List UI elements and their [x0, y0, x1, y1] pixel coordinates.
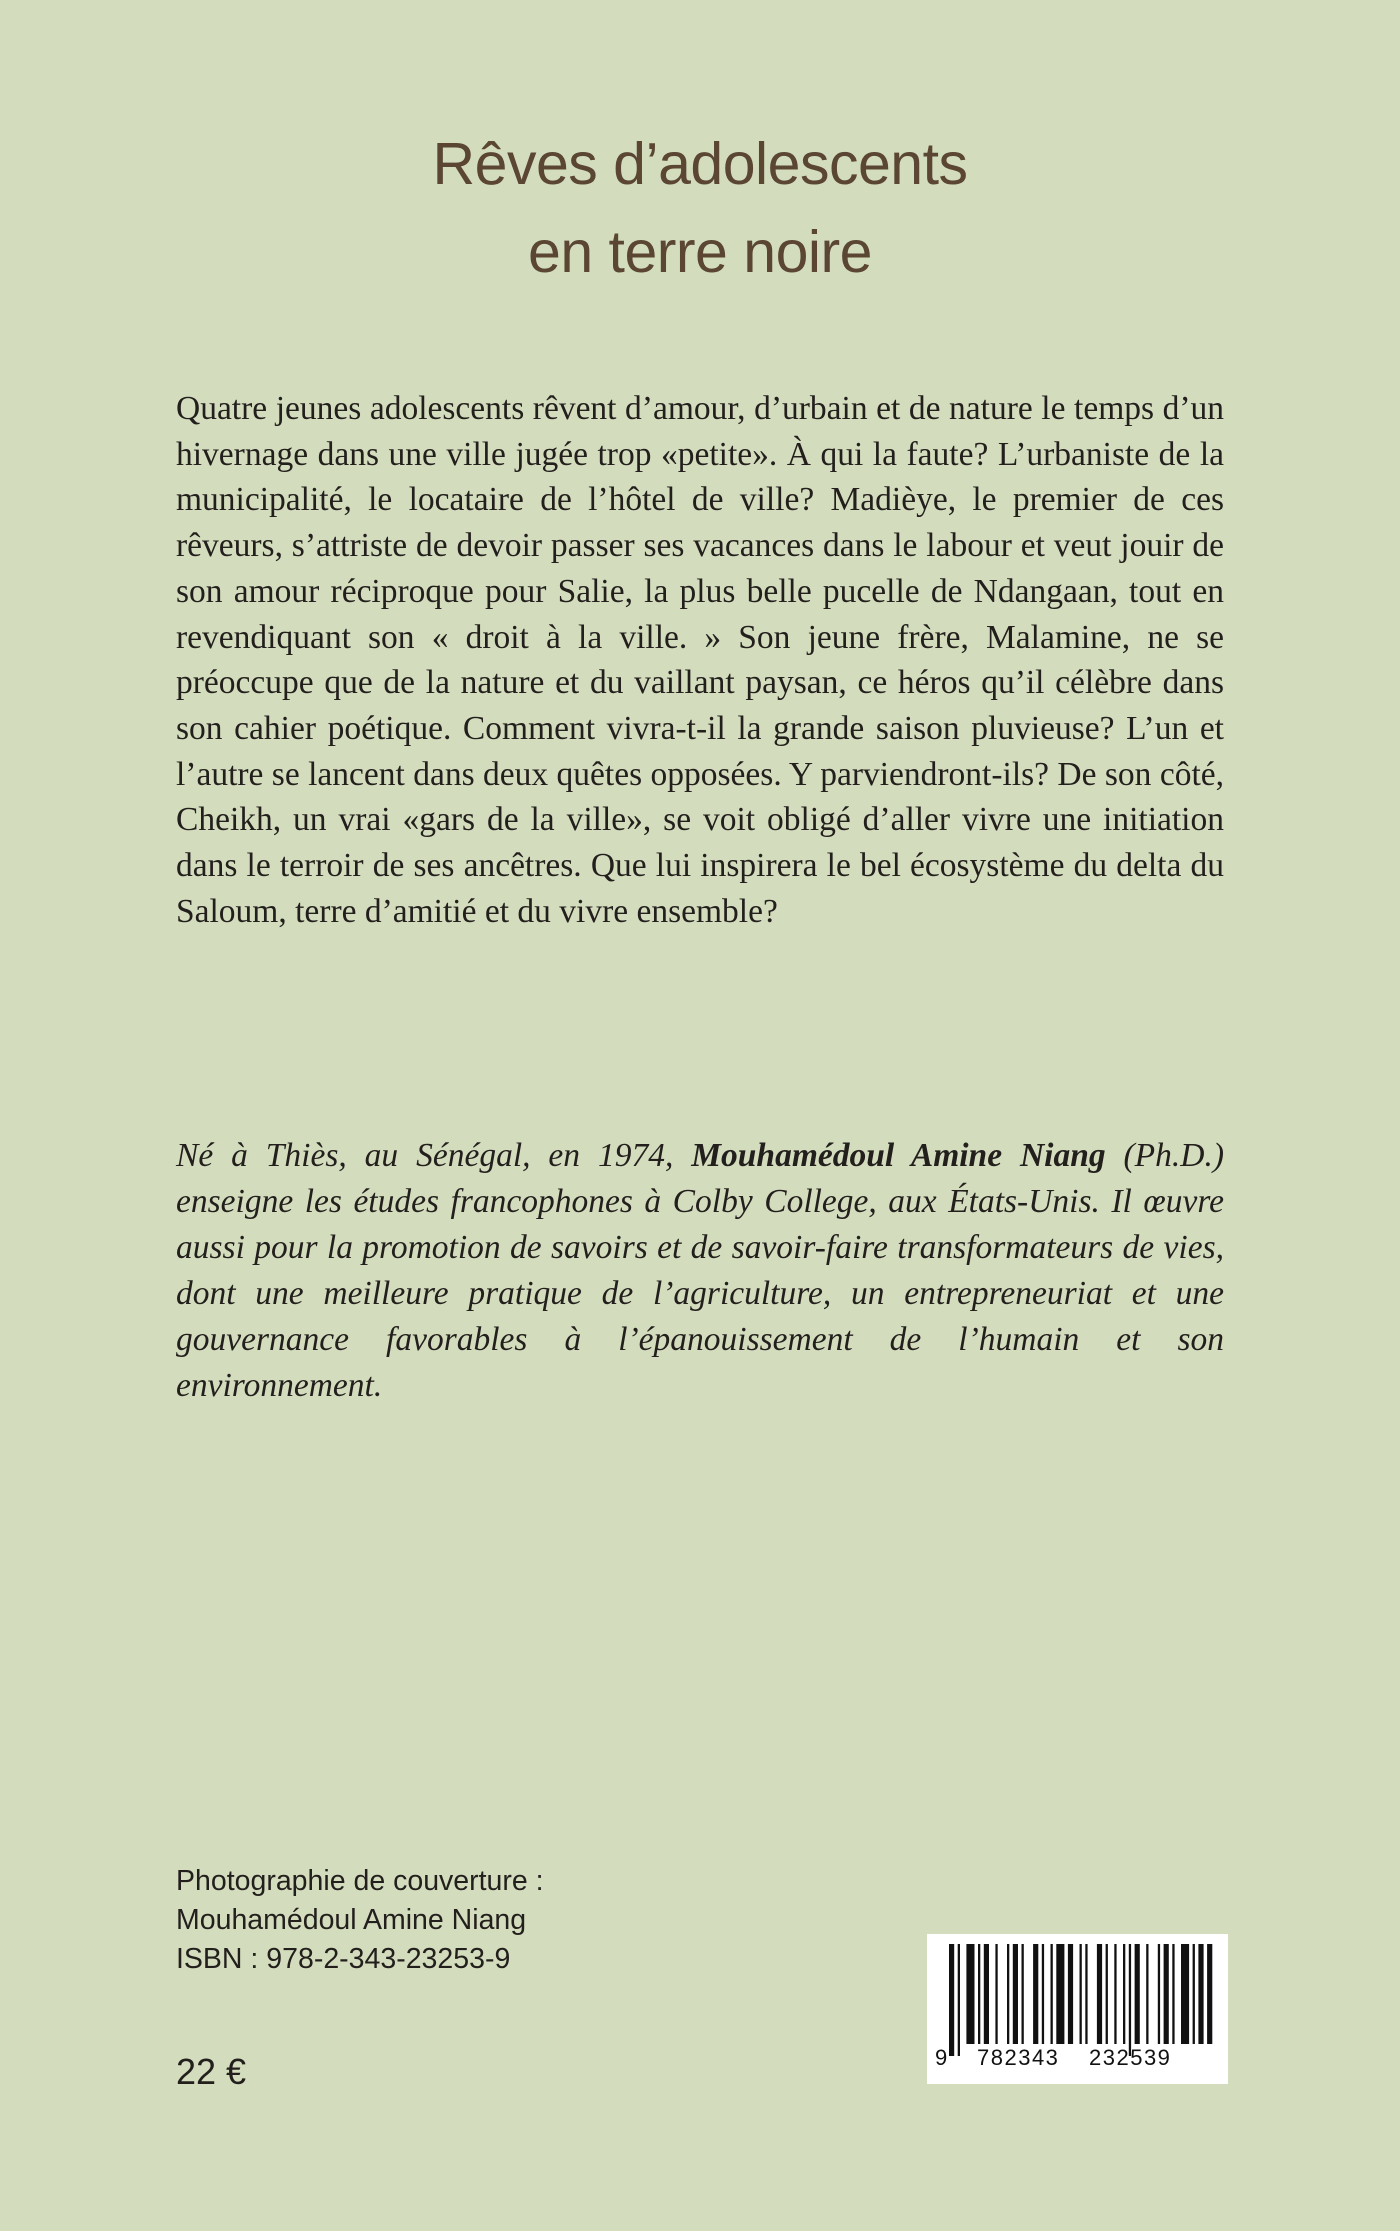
barcode-bar	[1146, 1944, 1148, 2044]
barcode-bar	[1022, 1944, 1024, 2044]
barcode-bar	[958, 1944, 960, 2056]
barcode-bar	[966, 1944, 974, 2044]
barcode-bar	[1080, 1944, 1082, 2044]
barcode-bar	[1068, 1944, 1073, 2044]
barcode-bar	[1106, 1944, 1108, 2044]
barcode-bar	[1097, 1944, 1102, 2044]
barcode-bar	[1135, 1944, 1140, 2044]
book-title	[0, 120, 1400, 296]
photographer-name: Mouhamédoul Amine Niang	[176, 1904, 527, 1936]
barcode-bar	[1164, 1944, 1169, 2044]
barcode-bar	[995, 1944, 997, 2044]
author-bio-intro: Né à Thiès, au Sénégal, en 1974,	[176, 1137, 692, 1174]
barcode-bar	[1085, 1944, 1087, 2044]
barcode-bar	[1007, 1944, 1009, 2044]
barcode-bar	[1123, 1944, 1125, 2044]
barcode-bar	[1193, 1944, 1195, 2044]
barcode-bar	[1114, 1944, 1116, 2044]
book-title-line-1: Rêves d’adolescents	[432, 131, 968, 197]
barcode-bar	[1181, 1944, 1189, 2044]
barcode-bar	[1033, 1944, 1038, 2044]
author-bio-rest: (Ph.D.) enseigne les études francophones à Colby College, aux États-Unis. Il œuvre aussi pour la promotion de savoirs et de savoir-faire transformateurs de vies, dont une meilleure pratique de l’agriculture, un entrepreneuriat et une gouvernance favorables à l’épanouissement de l’humain et son environnement.	[176, 1137, 1224, 1404]
barcode-bar	[1207, 1944, 1212, 2044]
barcode-bar	[1129, 1944, 1131, 2056]
photo-credit-label: Photographie de couverture :	[176, 1865, 544, 1897]
barcode-bar	[949, 1944, 954, 2056]
barcode-bar	[978, 1944, 980, 2044]
barcode-bar	[1056, 1944, 1064, 2044]
barcode-digits-left: 782343	[977, 2045, 1060, 2070]
barcode-bar	[1051, 1944, 1053, 2044]
barcode-digits-right: 232539	[1089, 2045, 1172, 2070]
barcode-bar	[1042, 1944, 1044, 2044]
barcode-bar	[1198, 1944, 1203, 2044]
cover-credits	[176, 1862, 544, 1979]
price: 22 €	[176, 2051, 247, 2092]
book-title-line-2: en terre noire	[528, 219, 872, 285]
barcode-bar	[984, 1944, 989, 2044]
barcode-digits	[927, 2045, 1228, 2075]
barcode-bar	[1172, 1944, 1174, 2044]
barcode-bar	[1013, 1944, 1018, 2044]
isbn-line: ISBN : 978-2-343-23253-9	[176, 1943, 511, 1975]
author-bio	[176, 1133, 1224, 1409]
barcode-bar	[1158, 1944, 1160, 2044]
synopsis-paragraph: Quatre jeunes adolescents rêvent d’amour, d’urbain et de nature le temps d’un hivernage dans une ville jugée trop «petite». À qui la faute? L’urbaniste de la municipalité, le locataire de l’hôtel de ville? Madièye, le premier de ces rêveurs, s’attriste de devoir passer ses vacances dans le labour et veut jouir de son amour réciproque pour Salie, la plus belle pucelle de Ndangaan, tout en revendiquant son « droit à la ville. » Son jeune frère, Malamine, ne se préoccupe que de la nature et du vaillant paysan, ce héros qu’il célèbre dans son cahier poétique. Comment vivra-t-il la grande saison pluvieuse? L’un et l’autre se lancent dans deux quêtes opposées. Y parviendront-ils? De son côté, Cheikh, un vrai «gars de la ville», se voit obligé d’aller vivre une initiation dans le terroir de ses ancêtres. Que lui inspirera le bel écosystème du delta du Saloum, terre d’amitié et du vivre ensemble?	[176, 390, 1224, 930]
author-name: Mouhamédoul Amine Niang	[691, 1137, 1106, 1174]
isbn-barcode	[927, 1934, 1228, 2084]
barcode-digit-first: 9	[935, 2045, 949, 2070]
